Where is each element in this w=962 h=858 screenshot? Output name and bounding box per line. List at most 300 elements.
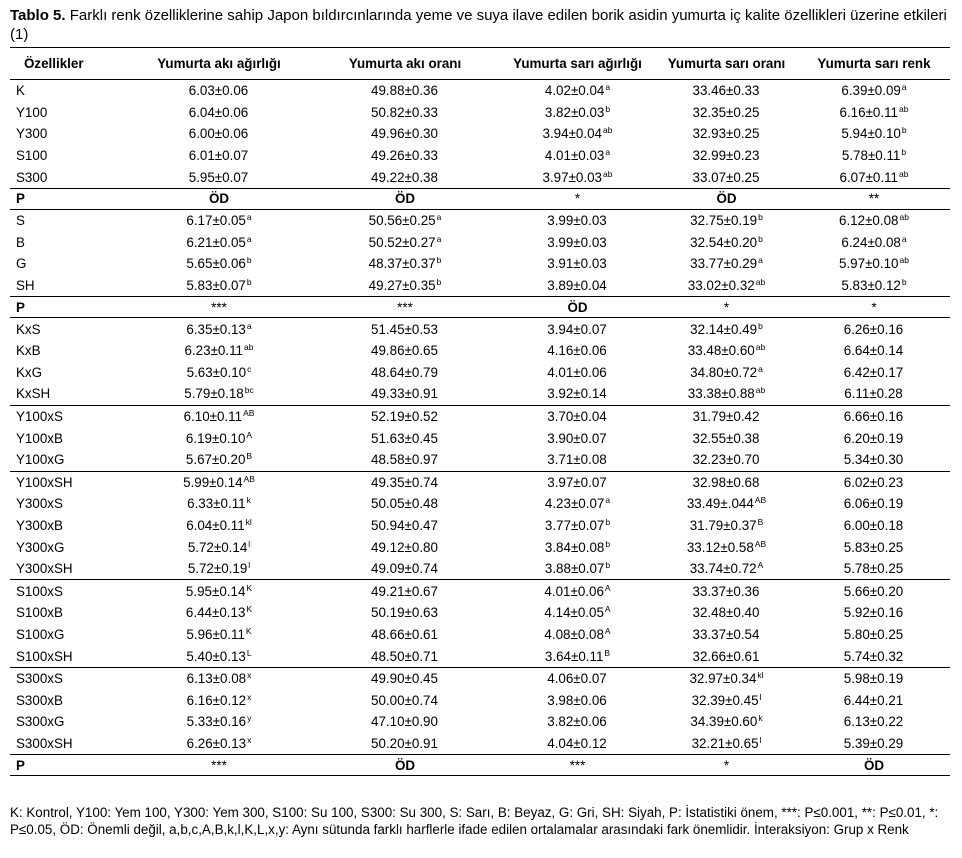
cell-superscript: K	[246, 604, 253, 615]
cell-superscript: kl	[757, 670, 764, 681]
cell-value: 5.40±0.13	[186, 648, 246, 664]
cell-value: 3.84±0.08	[544, 539, 605, 555]
table-cell	[128, 209, 310, 231]
table-row	[10, 580, 950, 602]
table-cell	[655, 471, 798, 493]
table-cell	[310, 602, 500, 624]
cell-value: 6.44±0.21	[843, 692, 904, 708]
cell-value: 5.99±0.14	[183, 474, 243, 490]
cell-value: 48.50±0.71	[371, 648, 438, 664]
cell-superscript: b	[605, 560, 611, 571]
cell-value: 50.56±0.25	[368, 213, 436, 229]
cell-superscript: a	[436, 212, 442, 223]
table-cell	[128, 645, 310, 667]
table-cell	[655, 362, 798, 384]
cell-value: 6.16±0.11	[839, 104, 898, 120]
cell-value: 50.19±0.63	[371, 605, 438, 621]
cell-value: 33.07±0.25	[692, 169, 760, 185]
table-cell	[128, 602, 310, 624]
table-cell	[798, 449, 950, 471]
cell-value: 5.97±0.10	[839, 256, 899, 272]
cell-value: 49.88±0.36	[371, 83, 438, 99]
cell-value: 6.16±0.12	[186, 692, 247, 708]
cell-superscript: A	[757, 560, 764, 571]
cell-value: 6.00±0.06	[188, 126, 249, 142]
table-cell	[655, 80, 798, 102]
cell-value: 3.94±0.07	[547, 321, 607, 337]
table-cell	[798, 275, 950, 297]
cell-superscript: ab	[755, 342, 766, 353]
table-cell	[128, 536, 310, 558]
cell-value: 6.02±0.23	[843, 474, 904, 490]
table-row	[10, 232, 950, 254]
cell-superscript: a	[605, 495, 611, 506]
table-cell	[798, 645, 950, 667]
table-row	[10, 80, 950, 102]
cell-value: 48.37±0.37	[368, 256, 436, 272]
cell-superscript: a	[901, 82, 907, 93]
cell-value: 6.07±0.11	[839, 169, 898, 185]
table-cell	[655, 558, 798, 580]
cell-superscript: ab	[603, 125, 613, 136]
table-cell	[798, 558, 950, 580]
cell-superscript: x	[247, 734, 252, 745]
cell-superscript: l	[248, 538, 251, 549]
table-cell	[500, 580, 655, 602]
cell-superscript: ab	[899, 168, 909, 179]
table-cell	[655, 536, 798, 558]
cell-value: 50.94±0.47	[371, 517, 438, 533]
cell-value: 49.12±0.80	[371, 539, 438, 555]
table-cell	[500, 733, 655, 755]
table-cell	[798, 123, 950, 145]
table-cell	[655, 166, 798, 188]
cell-value: 3.82±0.03	[544, 104, 605, 120]
table-cell	[798, 711, 950, 733]
table-cell	[310, 102, 500, 124]
significance-cell: ÖD	[310, 755, 500, 776]
table-row	[10, 318, 950, 340]
significance-cell: *	[500, 188, 655, 209]
cell-superscript: ab	[899, 212, 909, 223]
table-cell	[128, 711, 310, 733]
table-cell	[128, 515, 310, 537]
row-label: Y300xB	[16, 517, 63, 533]
cell-superscript: AB	[754, 538, 767, 549]
table-cell	[655, 624, 798, 646]
cell-value: 32.97±0.34	[689, 671, 757, 687]
table-row	[10, 123, 950, 145]
cell-value: 32.39±0.45	[691, 692, 759, 708]
cell-value: 32.55±0.38	[692, 430, 760, 446]
cell-value: 48.66±0.61	[371, 626, 438, 642]
cell-value: 6.21±0.05	[186, 234, 246, 250]
cell-value: 50.20±0.91	[371, 735, 438, 751]
cell-value: 3.77±0.07	[544, 517, 605, 533]
cell-superscript: b	[605, 538, 611, 549]
cell-value: 6.04±0.06	[188, 104, 249, 120]
cell-value: 4.06±0.07	[547, 671, 607, 687]
cell-value: 32.21±0.65	[691, 735, 759, 751]
table-cell	[310, 80, 500, 102]
cell-value: 50.05±0.48	[371, 496, 438, 512]
table-cell	[500, 493, 655, 515]
row-label: S300xB	[16, 692, 63, 708]
table-cell	[500, 536, 655, 558]
cell-value: 5.33±0.16	[186, 714, 247, 730]
table-row	[10, 405, 950, 427]
cell-value: 3.94±0.04	[542, 126, 602, 142]
table-cell	[500, 166, 655, 188]
table-cell	[655, 275, 798, 297]
cell-superscript: b	[901, 125, 907, 136]
table-cell	[310, 253, 500, 275]
table-cell	[500, 624, 655, 646]
cell-superscript: A	[604, 604, 611, 615]
table-cell	[655, 253, 798, 275]
cell-superscript: L	[246, 647, 252, 658]
table-cell	[500, 383, 655, 405]
cell-value: 3.88±0.07	[544, 561, 605, 577]
cell-superscript: ab	[755, 385, 766, 396]
significance-cell: *	[655, 755, 798, 776]
row-label: Y100xSH	[10, 471, 128, 493]
cell-value: 6.17±0.05	[186, 213, 246, 229]
table-cell	[310, 383, 500, 405]
table-cell	[310, 536, 500, 558]
row-label: Y300xSH	[16, 561, 73, 577]
table-cell	[655, 493, 798, 515]
cell-value: 5.67±0.20	[185, 452, 246, 468]
cell-value: 5.72±0.14	[187, 539, 248, 555]
table-row	[10, 711, 950, 733]
table-cell	[798, 405, 950, 427]
table-cell	[500, 558, 655, 580]
table-cell	[500, 449, 655, 471]
row-label: G	[16, 256, 27, 272]
cell-value: 6.13±0.08	[186, 671, 247, 687]
row-label: KxG	[16, 364, 43, 380]
table-cell	[500, 427, 655, 449]
cell-value: 5.92±0.16	[843, 605, 904, 621]
table-cell	[128, 624, 310, 646]
cell-superscript: b	[758, 212, 763, 223]
table-cell	[798, 536, 950, 558]
cell-superscript: A	[246, 429, 253, 440]
cell-superscript: a	[605, 147, 611, 158]
cell-value: 5.78±0.25	[843, 561, 904, 577]
cell-value: 4.02±0.04	[544, 83, 605, 99]
table-cell	[128, 253, 310, 275]
cell-value: 3.99±0.03	[547, 234, 607, 250]
table-cell	[655, 515, 798, 537]
cell-superscript: AB	[243, 408, 255, 419]
cell-superscript: a	[246, 212, 252, 223]
significance-row	[10, 188, 950, 209]
cell-superscript: x	[247, 691, 252, 702]
significance-label: P	[10, 188, 128, 209]
cell-superscript: ab	[244, 342, 254, 353]
cell-value: 6.20±0.19	[843, 430, 904, 446]
cell-value: 3.92±0.14	[547, 386, 607, 402]
cell-superscript: b	[246, 255, 252, 266]
cell-value: 3.99±0.03	[547, 213, 607, 229]
cell-superscript: B	[246, 451, 253, 462]
table-cell	[310, 145, 500, 167]
row-label: S100xSH	[16, 648, 73, 664]
table-cell	[655, 645, 798, 667]
quality-table	[10, 47, 950, 776]
cell-value: 5.96±0.11	[186, 626, 245, 642]
table-cell	[310, 711, 500, 733]
table-cell	[310, 340, 500, 362]
cell-superscript: a	[246, 320, 252, 331]
cell-value: 4.01±0.06	[547, 364, 607, 380]
cell-value: 5.83±0.25	[843, 539, 904, 555]
table-row	[10, 733, 950, 755]
cell-value: 5.72±0.19	[187, 561, 248, 577]
cell-value: 5.74±0.32	[843, 648, 904, 664]
table-row	[10, 383, 950, 405]
cell-value: 32.66±0.61	[692, 648, 760, 664]
cell-value: 4.23±0.07	[544, 496, 605, 512]
table-cell	[500, 209, 655, 231]
table-row	[10, 558, 950, 580]
significance-cell: *	[655, 297, 798, 318]
cell-superscript: b	[901, 277, 907, 288]
row-label: KxSH	[16, 386, 51, 402]
table-cell	[798, 232, 950, 254]
cell-value: 6.11±0.28	[844, 386, 903, 402]
table-row	[10, 602, 950, 624]
cell-value: 6.35±0.13	[186, 321, 246, 337]
cell-superscript: B	[757, 516, 764, 527]
table-row	[10, 253, 950, 275]
header-yumurta-aki-agirligi: Yumurta akı ağırlığı	[128, 48, 310, 80]
table-cell	[128, 340, 310, 362]
significance-cell: ÖD	[500, 297, 655, 318]
cell-superscript: b	[605, 103, 611, 114]
table-cell	[655, 102, 798, 124]
cell-value: 6.26±0.16	[843, 321, 904, 337]
header-yumurta-sari-orani: Yumurta sarı oranı	[655, 48, 798, 80]
table-cell	[310, 645, 500, 667]
cell-value: 34.39±0.60	[690, 714, 758, 730]
significance-cell: ÖD	[310, 188, 500, 209]
cell-superscript: a	[901, 233, 907, 244]
cell-value: 31.79±0.42	[692, 409, 760, 425]
row-label: Y300xG	[16, 539, 65, 555]
row-label: Y300xS	[16, 496, 63, 512]
cell-value: 49.09±0.74	[371, 561, 438, 577]
cell-value: 3.97±0.07	[547, 474, 607, 490]
table-cell	[128, 733, 310, 755]
cell-value: 6.01±0.07	[188, 148, 249, 164]
cell-value: 32.93±0.25	[692, 126, 760, 142]
row-label: S100xB	[16, 605, 63, 621]
table-cell	[500, 340, 655, 362]
table-cell	[798, 493, 950, 515]
table-cell	[310, 493, 500, 515]
table-cell	[310, 449, 500, 471]
row-label: S100xG	[16, 626, 65, 642]
table-cell	[128, 318, 310, 340]
table-row	[10, 166, 950, 188]
table-cell	[500, 253, 655, 275]
table-cell	[500, 645, 655, 667]
cell-superscript: k	[246, 495, 251, 506]
row-label: S	[10, 209, 128, 231]
cell-superscript: a	[436, 233, 442, 244]
significance-row	[10, 755, 950, 776]
table-cell	[798, 253, 950, 275]
header-ozellikler: Özellikler	[10, 48, 128, 80]
table-cell	[798, 340, 950, 362]
table-cell	[310, 318, 500, 340]
cell-superscript: AB	[754, 495, 767, 506]
table-cell	[655, 405, 798, 427]
cell-value: 6.12±0.08	[839, 213, 899, 229]
cell-superscript: AB	[243, 473, 255, 484]
table-cell	[500, 689, 655, 711]
table-cell	[500, 515, 655, 537]
table-cell	[128, 449, 310, 471]
cell-superscript: A	[604, 625, 611, 636]
table-row	[10, 536, 950, 558]
table-cell	[128, 405, 310, 427]
cell-value: 33.46±0.33	[692, 83, 760, 99]
cell-value: 52.19±0.52	[371, 409, 438, 425]
cell-superscript: a	[246, 233, 252, 244]
table-cell	[310, 405, 500, 427]
cell-value: 3.90±0.07	[547, 430, 607, 446]
row-label: KxS	[10, 318, 128, 340]
cell-value: 50.52±0.27	[368, 234, 436, 250]
table-cell	[500, 275, 655, 297]
table-cell	[500, 123, 655, 145]
cell-value: 31.79±0.37	[689, 517, 757, 533]
table-cell	[798, 471, 950, 493]
row-label: K	[16, 83, 25, 99]
cell-value: 4.04±0.12	[547, 735, 607, 751]
table-cell	[655, 711, 798, 733]
table-cell	[798, 427, 950, 449]
table-cell	[310, 689, 500, 711]
significance-label: P	[10, 755, 128, 776]
cell-value: 6.66±0.16	[843, 409, 904, 425]
cell-value: 4.16±0.06	[547, 343, 607, 359]
cell-value: 32.98±0.68	[692, 474, 760, 490]
table-row	[10, 340, 950, 362]
table-cell	[798, 689, 950, 711]
table-cell	[798, 362, 950, 384]
cell-value: 5.83±0.12	[841, 278, 901, 294]
cell-superscript: ab	[899, 255, 909, 266]
table-row	[10, 493, 950, 515]
cell-superscript: ab	[603, 168, 613, 179]
cell-value: 49.21±0.67	[371, 583, 438, 599]
cell-value: 6.26±0.13	[186, 735, 247, 751]
cell-value: 6.04±0.11	[186, 517, 245, 533]
cell-superscript: b	[758, 320, 763, 331]
cell-value: 5.80±0.25	[843, 626, 904, 642]
row-label: KxB	[16, 343, 41, 359]
cell-value: 4.08±0.08	[544, 626, 604, 642]
cell-value: 51.45±0.53	[371, 321, 438, 337]
cell-superscript: b	[758, 233, 763, 244]
cell-value: 3.89±0.04	[547, 278, 607, 294]
table-cell	[655, 123, 798, 145]
cell-value: 5.95±0.14	[185, 583, 246, 599]
cell-value: 6.13±0.22	[843, 714, 904, 730]
table-row	[10, 689, 950, 711]
table-cell	[310, 558, 500, 580]
cell-value: 6.42±0.17	[843, 364, 904, 380]
row-label: S300	[16, 169, 48, 185]
significance-label: P	[10, 297, 128, 318]
table-cell	[310, 580, 500, 602]
table-cell	[310, 624, 500, 646]
table-cell	[798, 580, 950, 602]
table-cell	[798, 515, 950, 537]
cell-value: 33.48±0.60	[687, 343, 755, 359]
cell-value: 49.90±0.45	[371, 671, 438, 687]
table-cell	[655, 602, 798, 624]
cell-superscript: ab	[899, 103, 909, 114]
cell-value: 32.99±0.23	[692, 148, 760, 164]
table-cell	[655, 232, 798, 254]
table-cell	[500, 362, 655, 384]
table-cell	[310, 471, 500, 493]
cell-superscript: b	[436, 277, 442, 288]
row-label: Y100xG	[16, 452, 65, 468]
significance-cell: ÖD	[798, 755, 950, 776]
cell-value: 6.00±0.18	[843, 517, 904, 533]
cell-value: 6.06±0.19	[843, 496, 904, 512]
cell-value: 48.64±0.79	[371, 364, 438, 380]
cell-value: 50.00±0.74	[371, 692, 438, 708]
row-label: S300xG	[16, 714, 65, 730]
cell-value: 3.64±0.11	[544, 648, 604, 664]
table-cell	[798, 209, 950, 231]
table-cell	[500, 80, 655, 102]
table-cell	[128, 493, 310, 515]
cell-value: 49.35±0.74	[371, 474, 438, 490]
table-cell	[128, 471, 310, 493]
table-cell	[128, 275, 310, 297]
row-label: S100	[16, 148, 48, 164]
cell-value: 3.97±0.03	[542, 169, 602, 185]
cell-value: 5.95±0.07	[188, 169, 249, 185]
cell-value: 51.63±0.45	[371, 430, 438, 446]
table-body	[10, 80, 950, 776]
cell-value: 33.38±0.88	[687, 386, 755, 402]
cell-value: 6.19±0.10	[185, 430, 246, 446]
cell-superscript: l	[759, 691, 762, 702]
table-cell	[500, 711, 655, 733]
cell-value: 5.65±0.06	[186, 256, 246, 272]
table-cell	[500, 318, 655, 340]
cell-value: 3.82±0.06	[547, 714, 607, 730]
row-label: Y300	[16, 126, 48, 142]
cell-value: 49.26±0.33	[371, 148, 438, 164]
cell-value: 4.01±0.03	[544, 148, 605, 164]
cell-superscript: a	[605, 82, 611, 93]
cell-value: 6.39±0.09	[841, 83, 901, 99]
cell-value: 5.78±0.11	[841, 148, 901, 164]
cell-value: 6.10±0.11	[183, 409, 243, 425]
cell-value: 3.70±0.04	[547, 409, 607, 425]
